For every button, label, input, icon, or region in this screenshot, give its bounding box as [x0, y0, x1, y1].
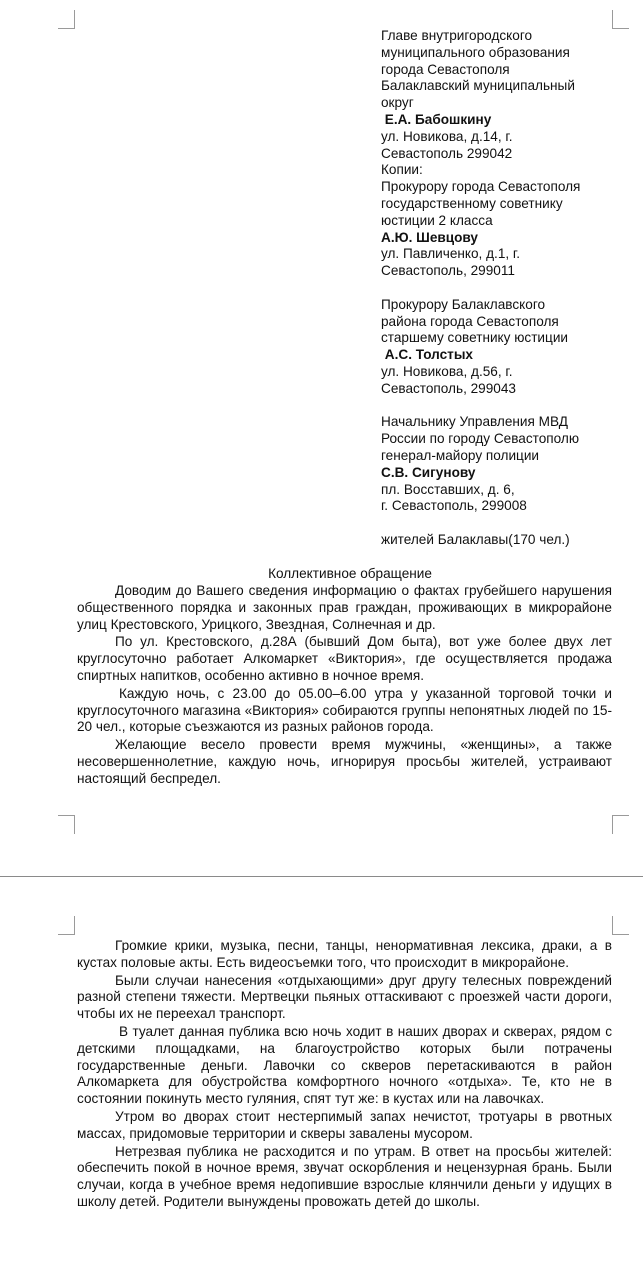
addressee-line: старшему советнику юстиции [381, 330, 569, 346]
crop-mark-bottom-left [58, 815, 75, 834]
addressee-spacer [381, 515, 621, 532]
crop-mark-bottom-right [612, 815, 629, 834]
addressee-line: Севастополь, 299011 [381, 263, 515, 279]
body-paragraph: По ул. Крестовского, д.28А (бывший Дом быта), вот уже более двух лет круглосуточно работает Алкомаркет «Виктория», где осуществляется продажа спиртных напитков, особенно активно в ночное время. [77, 634, 612, 683]
crop-mark-top-right [612, 916, 629, 935]
body-paragraph: Желающие весело провести время мужчины, «женщины», а также несовершеннолетние, каждую ночь, игнорируя просьбы жителей, устраивают настоящий беспредел. [77, 737, 612, 786]
addressee-line: Севастополь 299042 [381, 145, 513, 161]
crop-mark-top-right [612, 10, 629, 29]
addressee-line: ул. Новикова, д.14, г. [381, 128, 513, 144]
addressee-line: муниципального образования [381, 44, 570, 60]
addressee-line: ул. Павличенко, д.1, г. [381, 246, 521, 262]
addressee-line: Начальнику Управления МВД [381, 414, 568, 430]
addressee-spacer [381, 280, 621, 297]
crop-mark-top-left [58, 916, 75, 935]
addressee-line: города Севастополя [381, 61, 510, 77]
body-paragraph: Каждую ночь, с 23.00 до 05.00–6.00 утра у указанной торговой точки и круглосуточного магазина «Виктория» собираются группы непонятных людей по 15-20 чел., которые съезжаются из разных районов города. [77, 685, 612, 735]
crop-mark-top-left [58, 10, 75, 29]
document-body-page-2 [77, 938, 612, 1212]
addressee-spacer [381, 398, 621, 415]
document-page-2 [0, 878, 643, 1280]
addressee-line: Прокурору города Севастополя [381, 179, 581, 195]
copies-label: Копии: [381, 162, 423, 178]
body-paragraph: Громкие крики, музыка, песни, танцы, ненормативная лексика, драки, а в кустах половые акты. Есть видеосъемки того, что происходит в микрорайоне. [77, 938, 612, 970]
body-paragraph: Доводим до Вашего сведения информацию о фактах грубейшего нарушения общественного порядка и законных прав граждан, проживающих в микрорайоне улиц Крестовского, Урицкого, Звездная, Солнечная и др. [77, 583, 612, 632]
addressee-line: юстиции 2 класса [381, 212, 493, 228]
body-paragraph: В туалет данная публика всю ночь ходит в наших дворах и скверах, рядом с детскими площадками, на благоустройство которых были потрачены государственные деньги. Лавочки со скверов перетаскиваются в район Алкомаркета для обустройства комфортного ночного «отдыха». Те, кто не в состоянии покинуть место гуляния, спят тут же: в кустах или на лавочках. [77, 1023, 612, 1107]
page-break-divider [0, 876, 643, 877]
addressee-block [381, 28, 621, 549]
addressee-line: Балаклавский муниципальный [381, 78, 575, 94]
document-title: Коллективное обращение [268, 566, 432, 581]
addressee-line: Севастополь, 299043 [381, 380, 516, 396]
addressee-recipient-name: С.В. Сигунову [381, 464, 476, 480]
addressee-line: ул. Новикова, д.56, г. [381, 363, 513, 379]
addressee-recipient-name: А.С. Толстых [381, 347, 473, 363]
body-paragraph: Утром во дворах стоит нестерпимый запах нечистот, тротуары в рвотных массах, придомовые территории и скверы завалены мусором. [77, 1108, 612, 1141]
body-paragraph: Были случаи нанесения «отдыхающими» друг другу телесных повреждений разной степени тяжести. Мертвецки пьяных оттаскивают с проезжей части дороги, чтобы их не переехал транспорт. [77, 972, 612, 1022]
addressee-line: Прокурору Балаклавского [381, 296, 546, 312]
addressee-line: района города Севастополя [381, 313, 559, 329]
addressee-line: округ [381, 95, 414, 111]
addressee-line: государственному советнику [381, 195, 563, 211]
addressee-line: Главе внутригородского [381, 28, 533, 43]
addressee-line: г. Севастополь, 299008 [381, 498, 527, 514]
body-paragraph: Нетрезвая публика не расходится и по утрам. В ответ на просьбы жителей: обеспечить покой в ночное время, звучат оскорбления и нецензурная брань. Были случаи, когда в учебное время недопившие взрослые клянчили деньги у идущих в школу детей. Родители вынуждены провожать детей до школы. [77, 1143, 612, 1209]
document-body-page-1 [77, 583, 612, 789]
addressee-line: пл. Восставших, д. 6, [381, 481, 515, 497]
addressee-recipient-name: А.Ю. Шевцову [381, 229, 478, 245]
addressee-line: генерал-майору полиции [381, 447, 540, 463]
addressee-recipient-name: Е.А. Бабошкину [381, 111, 492, 127]
addressee-line: России по городу Севастополю [381, 431, 580, 447]
sender-line: жителей Балаклавы(170 чел.) [381, 531, 570, 547]
